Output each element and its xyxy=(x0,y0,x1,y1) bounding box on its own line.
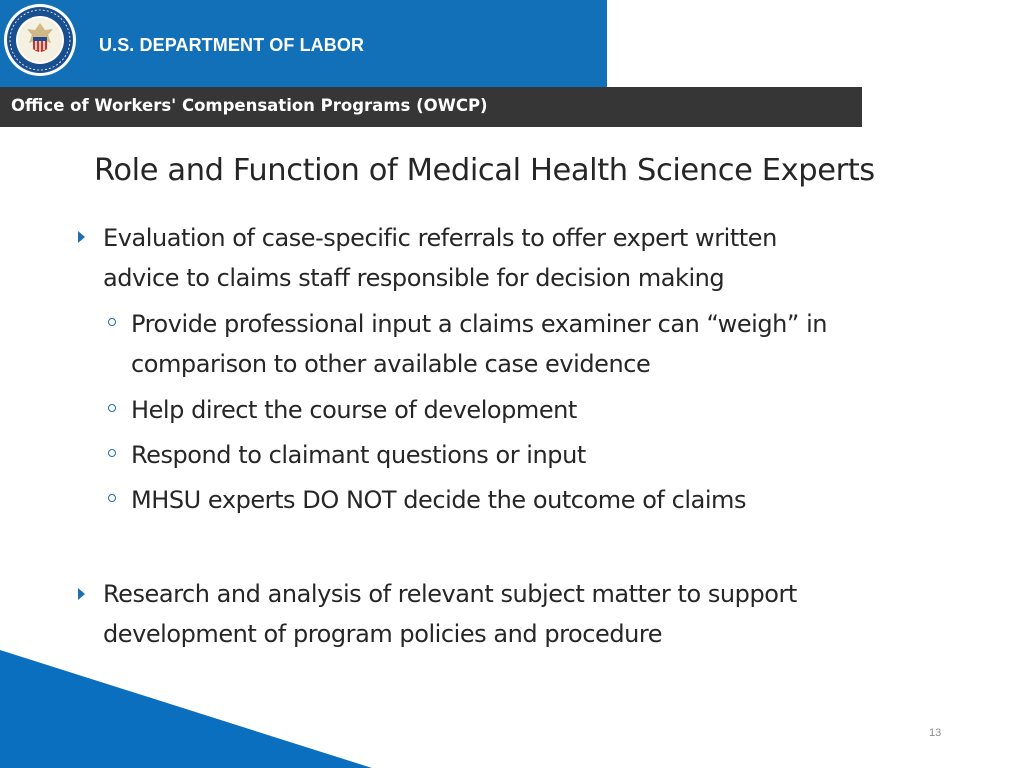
bullet-2-line-1: Research and analysis of relevant subject matter to support xyxy=(103,580,797,608)
bullet-1-line-2: advice to claims staff responsible for decision making xyxy=(103,264,725,292)
sub-bullet-2: Help direct the course of development xyxy=(131,396,577,424)
department-title: U.S. DEPARTMENT OF LABOR xyxy=(99,35,365,55)
office-title: Office of Workers' Compensation Programs (OWCP) xyxy=(11,96,488,115)
page-number: 13 xyxy=(929,727,942,739)
bullet-2-line-2: development of program policies and procedure xyxy=(103,620,663,648)
sub-bullet-1-line-1: Provide professional input a claims examiner can “weigh” in xyxy=(131,310,828,338)
sub-bullet-1-line-2: comparison to other available case evidence xyxy=(131,350,651,378)
slide-title: Role and Function of Medical Health Science Experts xyxy=(94,153,875,188)
bullet-1-line-1: Evaluation of case-specific referrals to offer expert written xyxy=(103,224,777,252)
sub-bullet-4: MHSU experts DO NOT decide the outcome of claims xyxy=(131,486,747,514)
sub-bullet-3: Respond to claimant questions or input xyxy=(131,441,586,469)
